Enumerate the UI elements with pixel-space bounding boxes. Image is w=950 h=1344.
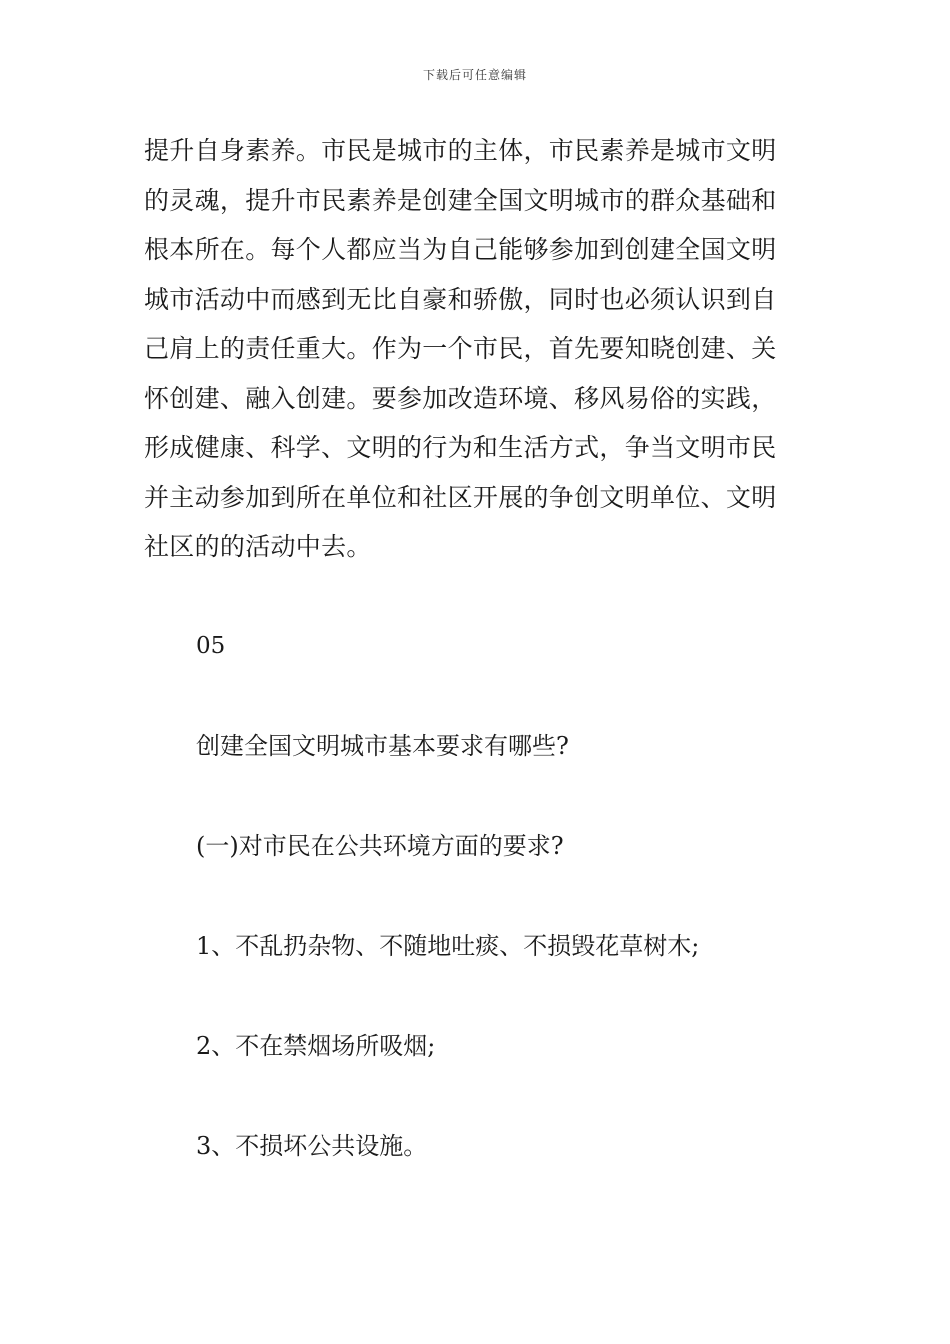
paragraph-line: 提升自身素养。市民是城市的主体，市民素养是城市文明 (144, 136, 777, 165)
body-paragraph (144, 126, 806, 572)
paragraph-line: 根本所在。每个人都应当为自己能够参加到创建全国文明 (144, 235, 777, 264)
paragraph-line: 形成健康、科学、文明的行为和生活方式，争当文明市民 (144, 433, 777, 462)
paragraph-line: 社区的的活动中去。 (144, 532, 372, 561)
rule-item: 2、不在禁烟场所吸烟; (196, 1032, 436, 1060)
paragraph-line: 并主动参加到所在单位和社区开展的争创文明单位、文明 (144, 482, 777, 512)
paragraph-line: 城市活动中而感到无比自豪和骄傲，同时也必须认识到自 (144, 284, 777, 314)
paragraph-line: 己肩上的责任重大。作为一个市民，首先要知晓创建、关 (144, 334, 777, 363)
section-heading: 创建全国文明城市基本要求有哪些? (196, 732, 569, 760)
header-note: 下载后可任意编辑 (422, 68, 527, 82)
paragraph-line: 怀创建、融入创建。要参加改造环境、移风易俗的实践， (144, 383, 777, 413)
rule-item: 3、不损坏公共设施。 (196, 1132, 428, 1160)
paragraph-line: 的灵魂，提升市民素养是创建全国文明城市的群众基础和 (144, 185, 777, 215)
section-number: 05 (196, 633, 226, 659)
rule-item: 1、不乱扔杂物、不随地吐痰、不损毁花草树木; (196, 932, 700, 960)
sub-heading: (一)对市民在公共环境方面的要求? (196, 832, 564, 860)
